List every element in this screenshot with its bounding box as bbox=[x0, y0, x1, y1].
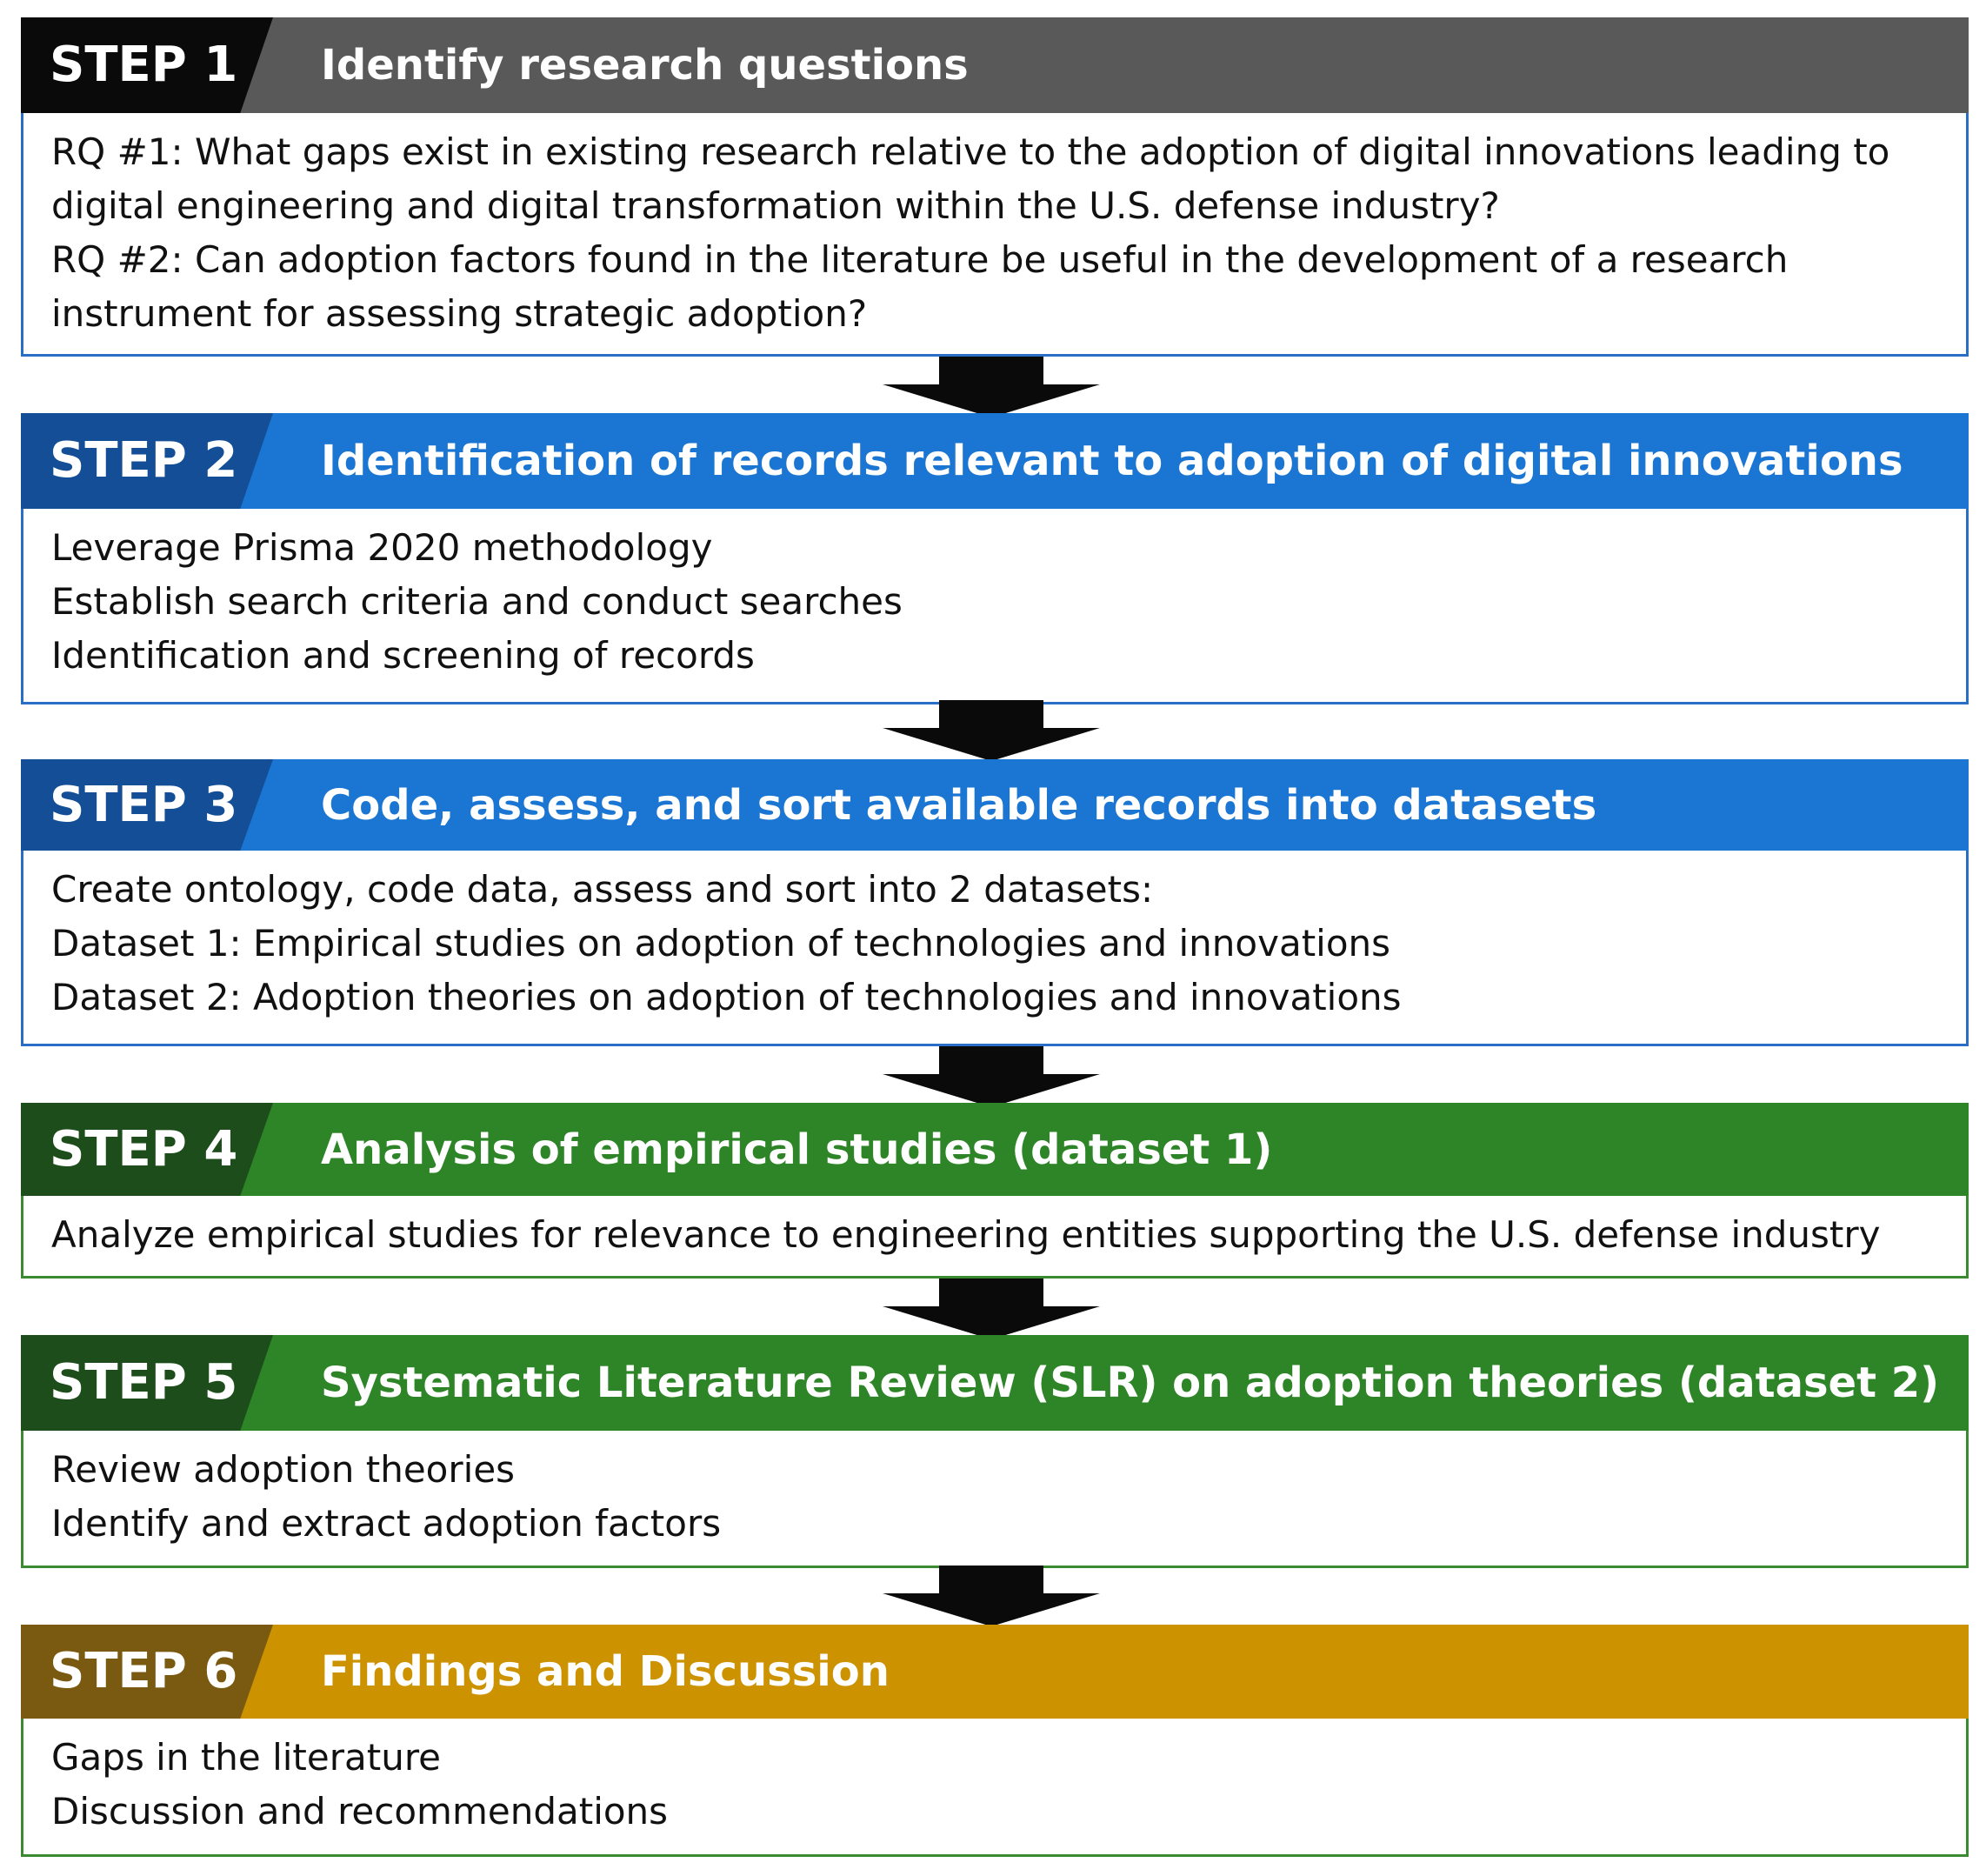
step-3-title: Code, assess, and sort available records into datasets bbox=[321, 780, 1597, 830]
down-arrow-icon bbox=[883, 1046, 1100, 1107]
step-1-label: STEP 1 bbox=[50, 37, 238, 93]
step-6-block bbox=[21, 1625, 1969, 1857]
step-2-label: STEP 2 bbox=[50, 432, 238, 489]
step-1-line-1: RQ #1: What gaps exist in existing research relative to the adoption of digital innovations leading to bbox=[51, 130, 1890, 173]
step-6-line-2: Discussion and recommendations bbox=[51, 1790, 669, 1833]
step-4-header bbox=[21, 1103, 1969, 1196]
step-4-block bbox=[21, 1103, 1969, 1278]
step-4-title: Analysis of empirical studies (dataset 1) bbox=[321, 1125, 1273, 1174]
step-5-line-2: Identify and extract adoption factors bbox=[51, 1502, 722, 1545]
step-5-title: Systematic Literature Review (SLR) on adoption theories (dataset 2) bbox=[321, 1359, 1940, 1407]
step-4-body bbox=[21, 1196, 1969, 1278]
step-1-line-3: RQ #2: Can adoption factors found in the literature be useful in the development of a research bbox=[51, 238, 1789, 281]
step-5-label: STEP 5 bbox=[50, 1354, 238, 1411]
step-6-title: Findings and Discussion bbox=[321, 1647, 890, 1696]
step-2-block bbox=[21, 413, 1969, 704]
step-1-body bbox=[21, 113, 1969, 357]
down-arrow-icon bbox=[883, 700, 1100, 761]
step-3-label: STEP 3 bbox=[50, 776, 238, 833]
step-5-block bbox=[21, 1335, 1969, 1568]
step-3-body bbox=[21, 851, 1969, 1046]
step-6-header bbox=[21, 1625, 1969, 1719]
step-1-title: Identify research questions bbox=[321, 41, 969, 90]
step-3-line-1: Create ontology, code data, assess and sort into 2 datasets: bbox=[51, 868, 1154, 911]
step-2-body bbox=[21, 509, 1969, 704]
step-2-line-1: Leverage Prisma 2020 methodology bbox=[51, 526, 713, 569]
step-5-body bbox=[21, 1431, 1969, 1568]
step-3-line-2: Dataset 1: Empirical studies on adoption of technologies and innovations bbox=[51, 922, 1391, 965]
step-5-header bbox=[21, 1335, 1969, 1431]
step-3-line-3: Dataset 2: Adoption theories on adoption of technologies and innovations bbox=[51, 976, 1402, 1018]
step-6-label: STEP 6 bbox=[50, 1643, 238, 1699]
step-4-label: STEP 4 bbox=[50, 1120, 238, 1178]
step-1-block bbox=[21, 17, 1969, 357]
step-1-header bbox=[21, 17, 1969, 113]
step-2-title: Identification of records relevant to adoption of digital innovations bbox=[321, 437, 1903, 485]
down-arrow-icon bbox=[883, 1278, 1100, 1339]
step-2-line-2: Establish search criteria and conduct searches bbox=[51, 580, 903, 623]
step-6-body bbox=[21, 1719, 1969, 1857]
step-1-line-2: digital engineering and digital transformation within the U.S. defense industry? bbox=[51, 184, 1500, 227]
step-1-line-4: instrument for assessing strategic adoption? bbox=[51, 292, 868, 335]
step-3-header bbox=[21, 759, 1969, 851]
step-4-line-1: Analyze empirical studies for relevance to engineering entities supporting the U.S. defense industry bbox=[51, 1213, 1881, 1256]
step-2-header bbox=[21, 413, 1969, 509]
step-2-line-3: Identification and screening of records bbox=[51, 634, 755, 677]
down-arrow-icon bbox=[883, 357, 1100, 417]
step-3-block bbox=[21, 759, 1969, 1046]
step-6-line-1: Gaps in the literature bbox=[51, 1736, 442, 1779]
down-arrow-icon bbox=[883, 1566, 1100, 1626]
step-5-line-1: Review adoption theories bbox=[51, 1448, 516, 1491]
